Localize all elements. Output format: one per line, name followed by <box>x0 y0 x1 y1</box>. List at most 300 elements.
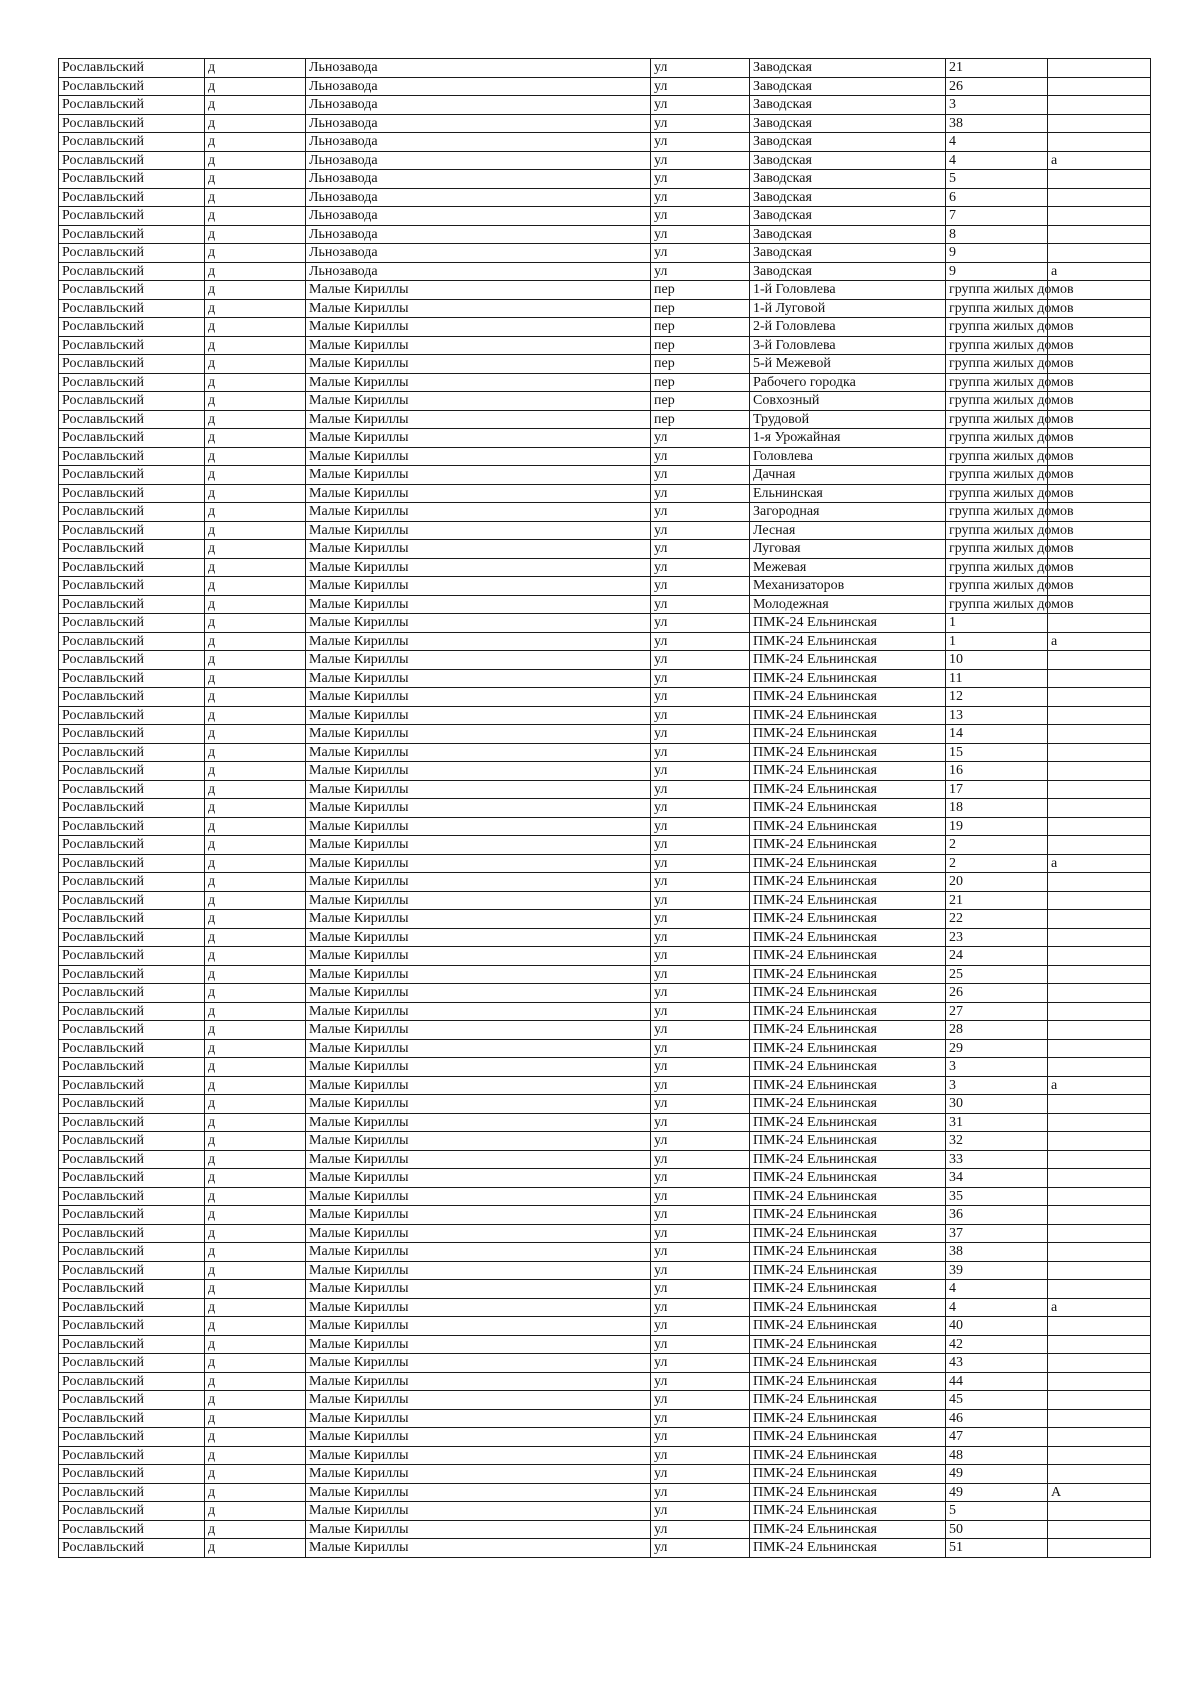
house-letter-cell <box>1048 910 1151 929</box>
house-letter-cell <box>1048 1520 1151 1539</box>
district-cell: Рославльский <box>59 373 205 392</box>
house-number-cell: 1 <box>946 614 1048 633</box>
street-type-cell: ул <box>651 1169 750 1188</box>
settlement-type-cell: д <box>205 225 306 244</box>
house-number-cell: 40 <box>946 1317 1048 1336</box>
house-letter-cell <box>1048 59 1151 78</box>
street-cell: ПМК-24 Ельнинская <box>750 1280 946 1299</box>
house-number-cell: 46 <box>946 1409 1048 1428</box>
street-type-cell: ул <box>651 1113 750 1132</box>
settlement-type-cell: д <box>205 1335 306 1354</box>
table-row <box>59 817 1151 836</box>
street-cell: Трудовой <box>750 410 946 429</box>
house-number-cell: 30 <box>946 1095 1048 1114</box>
house-number-cell: 36 <box>946 1206 1048 1225</box>
house-letter-cell <box>1048 1169 1151 1188</box>
settlement-cell: Малые Кириллы <box>306 984 651 1003</box>
settlement-cell: Малые Кириллы <box>306 1021 651 1040</box>
house-number-cell: 44 <box>946 1372 1048 1391</box>
street-type-cell: ул <box>651 1409 750 1428</box>
settlement-cell: Малые Кириллы <box>306 1317 651 1336</box>
settlement-cell: Малые Кириллы <box>306 817 651 836</box>
settlement-type-cell: д <box>205 1446 306 1465</box>
street-cell: ПМК-24 Ельнинская <box>750 1039 946 1058</box>
table-row <box>59 96 1151 115</box>
settlement-type-cell: д <box>205 799 306 818</box>
district-cell: Рославльский <box>59 1261 205 1280</box>
settlement-cell: Малые Кириллы <box>306 1280 651 1299</box>
house-letter-cell <box>1048 77 1151 96</box>
street-type-cell: ул <box>651 170 750 189</box>
street-cell: ПМК-24 Ельнинская <box>750 1335 946 1354</box>
settlement-cell: Малые Кириллы <box>306 762 651 781</box>
settlement-cell: Малые Кириллы <box>306 947 651 966</box>
house-letter-cell <box>1048 688 1151 707</box>
table-row <box>59 114 1151 133</box>
house-letter-cell <box>1048 1113 1151 1132</box>
street-cell: ПМК-24 Ельнинская <box>750 1539 946 1558</box>
street-type-cell: ул <box>651 1280 750 1299</box>
street-type-cell: ул <box>651 114 750 133</box>
street-cell: ПМК-24 Ельнинская <box>750 1317 946 1336</box>
settlement-type-cell: д <box>205 1317 306 1336</box>
street-cell: ПМК-24 Ельнинская <box>750 1354 946 1373</box>
table-row <box>59 1169 1151 1188</box>
settlement-cell: Малые Кириллы <box>306 355 651 374</box>
district-cell: Рославльский <box>59 188 205 207</box>
house-letter-cell <box>1048 133 1151 152</box>
house-letter-cell <box>1048 651 1151 670</box>
settlement-type-cell: д <box>205 244 306 263</box>
table-row <box>59 873 1151 892</box>
settlement-cell: Малые Кириллы <box>306 706 651 725</box>
settlement-type-cell: д <box>205 780 306 799</box>
street-type-cell: ул <box>651 1317 750 1336</box>
settlement-cell: Льнозавода <box>306 170 651 189</box>
house-letter-cell <box>1048 188 1151 207</box>
table-row <box>59 1076 1151 1095</box>
house-letter-cell <box>1048 891 1151 910</box>
settlement-type-cell: д <box>205 466 306 485</box>
table-row <box>59 947 1151 966</box>
street-cell: ПМК-24 Ельнинская <box>750 1095 946 1114</box>
house-number-cell: 14 <box>946 725 1048 744</box>
settlement-type-cell: д <box>205 207 306 226</box>
settlement-cell: Малые Кириллы <box>306 540 651 559</box>
settlement-cell: Малые Кириллы <box>306 1206 651 1225</box>
settlement-cell: Малые Кириллы <box>306 1002 651 1021</box>
street-type-cell: ул <box>651 632 750 651</box>
table-row <box>59 318 1151 337</box>
district-cell: Рославльский <box>59 1039 205 1058</box>
house-letter-cell <box>1048 928 1151 947</box>
district-cell: Рославльский <box>59 355 205 374</box>
district-cell: Рославльский <box>59 1076 205 1095</box>
street-cell: Лесная <box>750 521 946 540</box>
settlement-cell: Малые Кириллы <box>306 1076 651 1095</box>
house-number-cell: 22 <box>946 910 1048 929</box>
house-number-cell: 34 <box>946 1169 1048 1188</box>
table-row <box>59 1224 1151 1243</box>
house-number-cell: 8 <box>946 225 1048 244</box>
district-cell: Рославльский <box>59 1409 205 1428</box>
settlement-type-cell: д <box>205 188 306 207</box>
district-cell: Рославльский <box>59 780 205 799</box>
district-cell: Рославльский <box>59 318 205 337</box>
table-row <box>59 1058 1151 1077</box>
street-type-cell: ул <box>651 743 750 762</box>
street-type-cell: ул <box>651 965 750 984</box>
settlement-type-cell: д <box>205 743 306 762</box>
district-cell: Рославльский <box>59 244 205 263</box>
settlement-type-cell: д <box>205 1520 306 1539</box>
table-row <box>59 540 1151 559</box>
house-letter-cell <box>1048 965 1151 984</box>
house-letter-cell: а <box>1048 262 1151 281</box>
street-type-cell: ул <box>651 1224 750 1243</box>
street-cell: Ельнинская <box>750 484 946 503</box>
table-row <box>59 59 1151 78</box>
street-cell: Заводская <box>750 188 946 207</box>
settlement-type-cell: д <box>205 632 306 651</box>
street-type-cell: ул <box>651 1021 750 1040</box>
settlement-cell: Малые Кириллы <box>306 484 651 503</box>
settlement-type-cell: д <box>205 318 306 337</box>
street-cell: ПМК-24 Ельнинская <box>750 1372 946 1391</box>
street-type-cell: ул <box>651 447 750 466</box>
street-cell: ПМК-24 Ельнинская <box>750 1002 946 1021</box>
street-type-cell: ул <box>651 873 750 892</box>
settlement-cell: Льнозавода <box>306 133 651 152</box>
table-row <box>59 262 1151 281</box>
street-cell: ПМК-24 Ельнинская <box>750 1058 946 1077</box>
house-letter-cell: а <box>1048 151 1151 170</box>
table-row <box>59 1206 1151 1225</box>
district-cell: Рославльский <box>59 59 205 78</box>
street-cell: ПМК-24 Ельнинская <box>750 1261 946 1280</box>
district-cell: Рославльский <box>59 947 205 966</box>
settlement-cell: Малые Кириллы <box>306 1095 651 1114</box>
table-row <box>59 355 1151 374</box>
settlement-cell: Малые Кириллы <box>306 1039 651 1058</box>
house-number-cell: 9 <box>946 244 1048 263</box>
street-type-cell: ул <box>651 891 750 910</box>
settlement-type-cell: д <box>205 1058 306 1077</box>
settlement-type-cell: д <box>205 1354 306 1373</box>
street-cell: 3-й Головлева <box>750 336 946 355</box>
settlement-type-cell: д <box>205 429 306 448</box>
district-cell: Рославльский <box>59 1132 205 1151</box>
district-cell: Рославльский <box>59 688 205 707</box>
street-cell: ПМК-24 Ельнинская <box>750 799 946 818</box>
settlement-type-cell: д <box>205 1150 306 1169</box>
settlement-cell: Малые Кириллы <box>306 799 651 818</box>
settlement-cell: Малые Кириллы <box>306 688 651 707</box>
street-type-cell: ул <box>651 1335 750 1354</box>
settlement-cell: Малые Кириллы <box>306 1298 651 1317</box>
street-type-cell: ул <box>651 225 750 244</box>
house-letter-cell <box>1048 1372 1151 1391</box>
settlement-type-cell: д <box>205 151 306 170</box>
district-cell: Рославльский <box>59 1539 205 1558</box>
district-cell: Рославльский <box>59 262 205 281</box>
street-type-cell: пер <box>651 392 750 411</box>
house-letter-cell: а <box>1048 854 1151 873</box>
house-number-cell: 11 <box>946 669 1048 688</box>
house-number-cell: 32 <box>946 1132 1048 1151</box>
street-type-cell: ул <box>651 1039 750 1058</box>
table-row <box>59 910 1151 929</box>
house-number-cell: 49 <box>946 1465 1048 1484</box>
settlement-type-cell: д <box>205 706 306 725</box>
street-type-cell: ул <box>651 669 750 688</box>
district-cell: Рославльский <box>59 1243 205 1262</box>
settlement-type-cell: д <box>205 355 306 374</box>
street-cell: ПМК-24 Ельнинская <box>750 1132 946 1151</box>
table-row <box>59 743 1151 762</box>
settlement-type-cell: д <box>205 1206 306 1225</box>
settlement-type-cell: д <box>205 281 306 300</box>
table-row <box>59 1317 1151 1336</box>
house-letter-cell <box>1048 225 1151 244</box>
street-type-cell: пер <box>651 373 750 392</box>
house-number-cell: группа жилых домов <box>946 392 1048 411</box>
settlement-cell: Малые Кириллы <box>306 836 651 855</box>
settlement-type-cell: д <box>205 1021 306 1040</box>
house-number-cell: 10 <box>946 651 1048 670</box>
street-type-cell: пер <box>651 318 750 337</box>
settlement-type-cell: д <box>205 96 306 115</box>
street-cell: Механизаторов <box>750 577 946 596</box>
street-type-cell: ул <box>651 188 750 207</box>
table-row <box>59 188 1151 207</box>
settlement-type-cell: д <box>205 651 306 670</box>
street-cell: 1-й Головлева <box>750 281 946 300</box>
house-letter-cell <box>1048 1409 1151 1428</box>
street-type-cell: ул <box>651 558 750 577</box>
table-row <box>59 373 1151 392</box>
street-cell: ПМК-24 Ельнинская <box>750 651 946 670</box>
district-cell: Рославльский <box>59 1150 205 1169</box>
house-number-cell: 4 <box>946 133 1048 152</box>
settlement-cell: Малые Кириллы <box>306 743 651 762</box>
table-row <box>59 447 1151 466</box>
street-cell: Рабочего городка <box>750 373 946 392</box>
settlement-type-cell: д <box>205 521 306 540</box>
settlement-cell: Малые Кириллы <box>306 1354 651 1373</box>
street-type-cell: ул <box>651 1446 750 1465</box>
house-number-cell: группа жилых домов <box>946 521 1048 540</box>
settlement-cell: Малые Кириллы <box>306 1391 651 1410</box>
street-type-cell: ул <box>651 1483 750 1502</box>
settlement-type-cell: д <box>205 1372 306 1391</box>
settlement-cell: Малые Кириллы <box>306 780 651 799</box>
street-type-cell: ул <box>651 1465 750 1484</box>
settlement-cell: Малые Кириллы <box>306 373 651 392</box>
table-row <box>59 688 1151 707</box>
street-cell: Дачная <box>750 466 946 485</box>
district-cell: Рославльский <box>59 1372 205 1391</box>
house-letter-cell: А <box>1048 1483 1151 1502</box>
settlement-cell: Льнозавода <box>306 207 651 226</box>
house-number-cell: 49 <box>946 1483 1048 1502</box>
settlement-cell: Малые Кириллы <box>306 1446 651 1465</box>
house-letter-cell <box>1048 1428 1151 1447</box>
settlement-cell: Льнозавода <box>306 225 651 244</box>
house-number-cell: 7 <box>946 207 1048 226</box>
district-cell: Рославльский <box>59 1206 205 1225</box>
street-cell: ПМК-24 Ельнинская <box>750 817 946 836</box>
street-cell: Заводская <box>750 207 946 226</box>
settlement-cell: Малые Кириллы <box>306 1335 651 1354</box>
street-cell: ПМК-24 Ельнинская <box>750 1021 946 1040</box>
settlement-type-cell: д <box>205 299 306 318</box>
street-cell: Заводская <box>750 114 946 133</box>
district-cell: Рославльский <box>59 336 205 355</box>
house-letter-cell <box>1048 1261 1151 1280</box>
street-cell: ПМК-24 Ельнинская <box>750 891 946 910</box>
street-cell: ПМК-24 Ельнинская <box>750 1446 946 1465</box>
table-row <box>59 928 1151 947</box>
street-cell: Заводская <box>750 77 946 96</box>
table-row <box>59 1354 1151 1373</box>
settlement-type-cell: д <box>205 503 306 522</box>
settlement-cell: Малые Кириллы <box>306 910 651 929</box>
street-cell: ПМК-24 Ельнинская <box>750 780 946 799</box>
house-number-cell: 43 <box>946 1354 1048 1373</box>
street-type-cell: ул <box>651 762 750 781</box>
house-letter-cell <box>1048 1354 1151 1373</box>
street-type-cell: пер <box>651 299 750 318</box>
house-letter-cell <box>1048 706 1151 725</box>
house-letter-cell <box>1048 947 1151 966</box>
house-number-cell: 13 <box>946 706 1048 725</box>
street-type-cell: ул <box>651 466 750 485</box>
settlement-type-cell: д <box>205 928 306 947</box>
street-type-cell: ул <box>651 947 750 966</box>
settlement-type-cell: д <box>205 170 306 189</box>
house-number-cell: 9 <box>946 262 1048 281</box>
settlement-cell: Льнозавода <box>306 151 651 170</box>
street-cell: Заводская <box>750 59 946 78</box>
table-row <box>59 632 1151 651</box>
settlement-cell: Малые Кириллы <box>306 965 651 984</box>
street-type-cell: ул <box>651 651 750 670</box>
settlement-cell: Малые Кириллы <box>306 521 651 540</box>
street-cell: ПМК-24 Ельнинская <box>750 1113 946 1132</box>
street-type-cell: ул <box>651 799 750 818</box>
house-number-cell: 5 <box>946 1502 1048 1521</box>
house-letter-cell <box>1048 1150 1151 1169</box>
street-cell: Молодежная <box>750 595 946 614</box>
settlement-cell: Малые Кириллы <box>306 928 651 947</box>
street-cell: ПМК-24 Ельнинская <box>750 928 946 947</box>
house-letter-cell <box>1048 1243 1151 1262</box>
district-cell: Рославльский <box>59 133 205 152</box>
settlement-cell: Малые Кириллы <box>306 558 651 577</box>
table-row <box>59 984 1151 1003</box>
district-cell: Рославльский <box>59 1095 205 1114</box>
table-row <box>59 77 1151 96</box>
street-cell: ПМК-24 Ельнинская <box>750 632 946 651</box>
street-type-cell: ул <box>651 96 750 115</box>
street-cell: Заводская <box>750 262 946 281</box>
house-letter-cell <box>1048 96 1151 115</box>
house-number-cell: 33 <box>946 1150 1048 1169</box>
street-type-cell: ул <box>651 521 750 540</box>
house-number-cell: группа жилых домов <box>946 484 1048 503</box>
house-letter-cell <box>1048 1132 1151 1151</box>
table-row <box>59 1391 1151 1410</box>
district-cell: Рославльский <box>59 1298 205 1317</box>
house-number-cell: 6 <box>946 188 1048 207</box>
settlement-type-cell: д <box>205 1465 306 1484</box>
settlement-type-cell: д <box>205 595 306 614</box>
table-row <box>59 1465 1151 1484</box>
street-cell: 5-й Межевой <box>750 355 946 374</box>
table-row <box>59 1409 1151 1428</box>
table-row <box>59 466 1151 485</box>
settlement-type-cell: д <box>205 1169 306 1188</box>
street-cell: ПМК-24 Ельнинская <box>750 984 946 1003</box>
house-letter-cell <box>1048 1280 1151 1299</box>
settlement-cell: Малые Кириллы <box>306 1372 651 1391</box>
house-number-cell: 51 <box>946 1539 1048 1558</box>
district-cell: Рославльский <box>59 651 205 670</box>
district-cell: Рославльский <box>59 1317 205 1336</box>
street-type-cell: ул <box>651 540 750 559</box>
settlement-type-cell: д <box>205 762 306 781</box>
district-cell: Рославльский <box>59 521 205 540</box>
settlement-cell: Льнозавода <box>306 77 651 96</box>
settlement-cell: Малые Кириллы <box>306 725 651 744</box>
table-body <box>59 59 1151 1558</box>
settlement-cell: Малые Кириллы <box>306 595 651 614</box>
street-cell: ПМК-24 Ельнинская <box>750 1391 946 1410</box>
district-cell: Рославльский <box>59 1446 205 1465</box>
street-cell: 1-я Урожайная <box>750 429 946 448</box>
district-cell: Рославльский <box>59 614 205 633</box>
district-cell: Рославльский <box>59 1058 205 1077</box>
district-cell: Рославльский <box>59 503 205 522</box>
house-letter-cell <box>1048 1446 1151 1465</box>
street-type-cell: ул <box>651 984 750 1003</box>
street-type-cell: ул <box>651 1539 750 1558</box>
street-cell: ПМК-24 Ельнинская <box>750 1206 946 1225</box>
district-cell: Рославльский <box>59 1280 205 1299</box>
district-cell: Рославльский <box>59 891 205 910</box>
district-cell: Рославльский <box>59 1169 205 1188</box>
settlement-cell: Малые Кириллы <box>306 632 651 651</box>
district-cell: Рославльский <box>59 984 205 1003</box>
table-row <box>59 706 1151 725</box>
street-cell: ПМК-24 Ельнинская <box>750 669 946 688</box>
street-type-cell: ул <box>651 429 750 448</box>
street-cell: ПМК-24 Ельнинская <box>750 947 946 966</box>
settlement-cell: Малые Кириллы <box>306 1465 651 1484</box>
settlement-type-cell: д <box>205 484 306 503</box>
street-type-cell: ул <box>651 1298 750 1317</box>
district-cell: Рославльский <box>59 151 205 170</box>
table-row <box>59 133 1151 152</box>
house-letter-cell <box>1048 1317 1151 1336</box>
settlement-cell: Малые Кириллы <box>306 1502 651 1521</box>
district-cell: Рославльский <box>59 743 205 762</box>
settlement-type-cell: д <box>205 910 306 929</box>
street-type-cell: ул <box>651 1502 750 1521</box>
house-number-cell: 37 <box>946 1224 1048 1243</box>
settlement-type-cell: д <box>205 1039 306 1058</box>
